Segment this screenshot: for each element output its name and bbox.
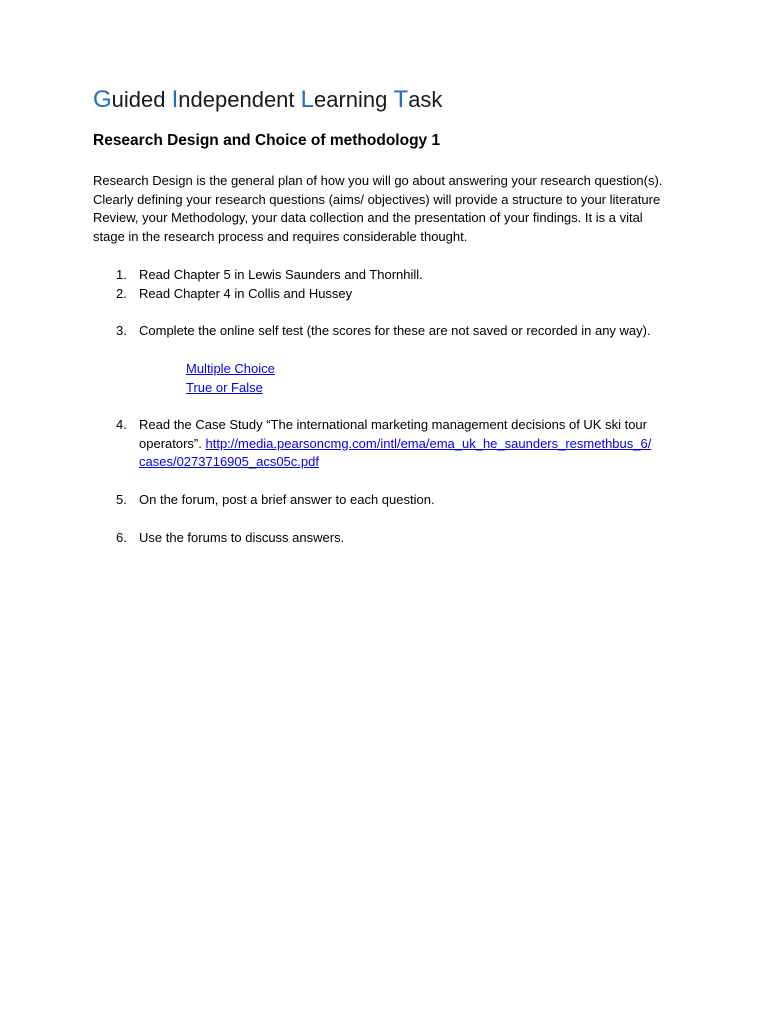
title-initial-t: T xyxy=(393,86,409,113)
intro-line: Review, your Methodology, your data collection and the presentation of your findings. It is a vital xyxy=(93,210,643,226)
list-number: 6. xyxy=(116,530,127,545)
case-study-prefix: operators”. xyxy=(139,435,206,451)
intro-line: stage in the research process and requires considerable thought. xyxy=(93,229,468,245)
list-number: 2. xyxy=(116,286,127,301)
list-number: 5. xyxy=(116,492,127,507)
list-number: 3. xyxy=(116,323,127,338)
case-study-url-link[interactable]: http://media.pearsoncmg.com/intl/ema/ema_uk_he_saunders_resmethbus_6/ xyxy=(205,435,652,451)
title-initial-g: G xyxy=(93,86,112,113)
list-number: 1. xyxy=(116,267,127,282)
page-title xyxy=(93,86,442,114)
list-text: Read Chapter 5 in Lewis Saunders and Thornhill. xyxy=(139,267,423,282)
list-text: Complete the online self test (the scores for these are not saved or recorded in any way). xyxy=(139,323,651,338)
title-initial-i: I xyxy=(171,86,179,113)
multiple-choice-link[interactable]: Multiple Choice xyxy=(186,361,275,376)
intro-paragraph xyxy=(93,172,683,247)
true-or-false-link[interactable]: True or False xyxy=(186,379,263,395)
case-study-line: Read the Case Study “The international marketing management decisions of UK ski tour xyxy=(139,417,647,432)
title-initial-l: L xyxy=(300,86,314,113)
list-text xyxy=(139,416,679,472)
list-text: On the forum, post a brief answer to each question. xyxy=(139,492,435,507)
intro-line: Clearly defining your research questions (aims/ objectives) will provide a structure to your literature xyxy=(93,191,661,207)
title-word-rest: ask xyxy=(408,87,443,112)
case-study-url-link-continued[interactable]: cases/0273716905_acs05c.pdf xyxy=(139,454,319,470)
list-text: Use the forums to discuss answers. xyxy=(139,530,345,545)
self-test-links xyxy=(186,360,275,397)
title-word-rest: ndependent xyxy=(178,87,301,112)
section-heading: Research Design and Choice of methodology 1 xyxy=(93,132,441,149)
case-study-line xyxy=(139,435,679,454)
title-word-rest: uided xyxy=(111,87,172,112)
intro-line: Research Design is the general plan of how you will go about answering your research question(s). xyxy=(93,173,663,188)
title-word-rest: earning xyxy=(314,87,394,112)
list-text: Read Chapter 4 in Collis and Hussey xyxy=(139,286,353,301)
list-number: 4. xyxy=(116,417,127,432)
